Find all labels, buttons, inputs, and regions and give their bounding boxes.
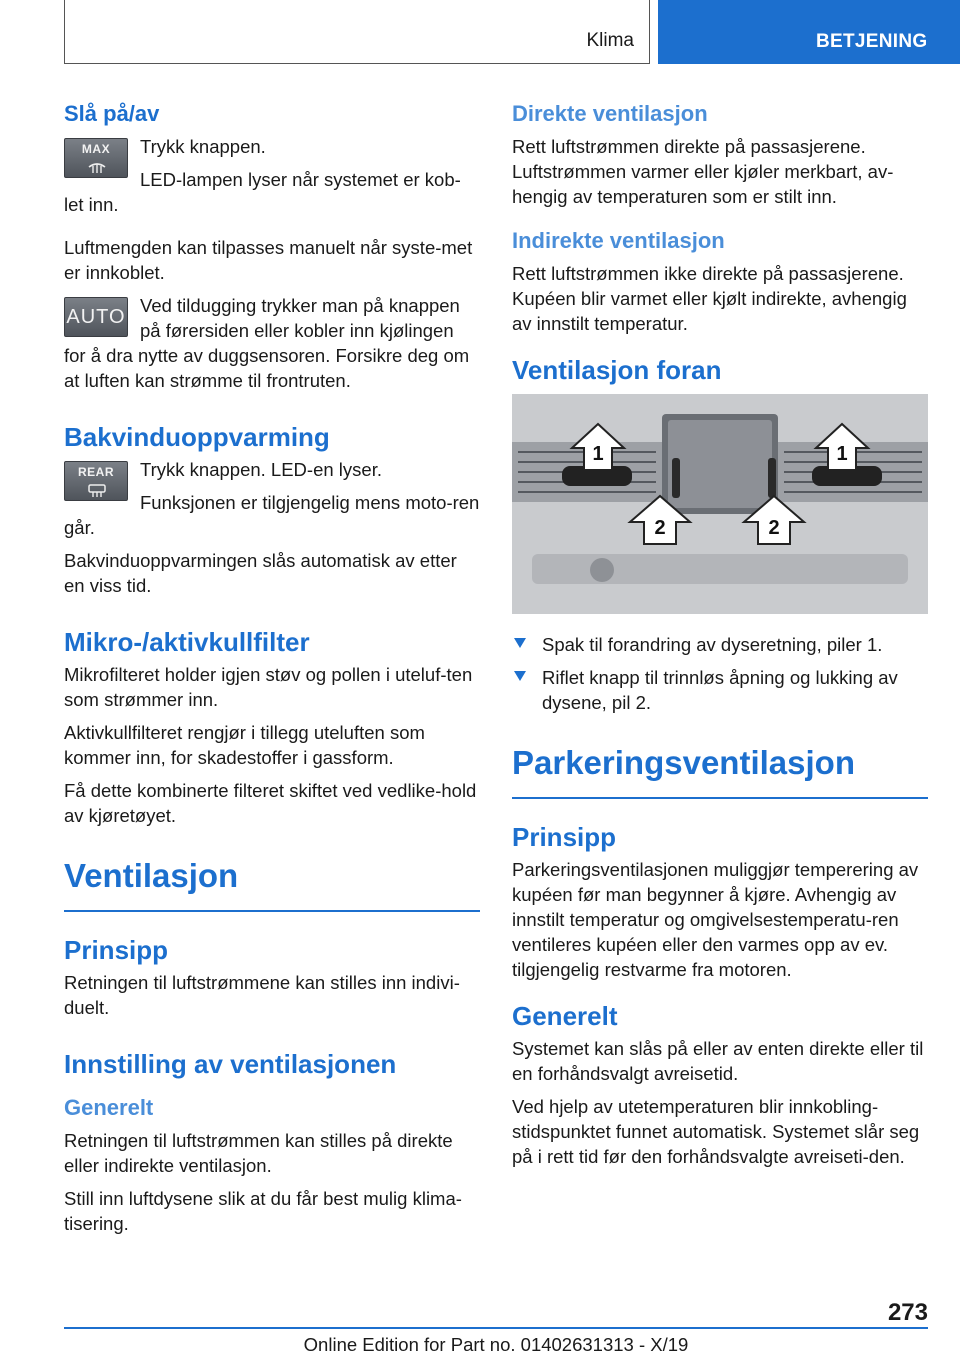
bullet-text-1: Spak til forandring av dyseretning, piler 1. bbox=[542, 634, 883, 655]
auto-icon-label: AUTO bbox=[66, 306, 126, 328]
windshield-heat-icon bbox=[87, 159, 107, 175]
header-frame bbox=[64, 0, 650, 64]
heading-parking-principle: Prinsipp bbox=[512, 822, 617, 852]
max-defrost-button-icon bbox=[64, 138, 128, 178]
parking-principle-text: Parkeringsventilasjonen muliggjør temperering av kupéen før man begynner å kjøre. Avhengig av innstilt temperatur og omgivelsestemperatu-ren ventileres kupéen eller den varmes opp av ev. tilgjengelig restvarme fra motoren. bbox=[512, 859, 919, 980]
auto-button-block bbox=[64, 293, 480, 401]
rear-text-2: Funksjonen er tilgjengelig mens moto-ren går. bbox=[64, 492, 480, 538]
on-off-text-3: Luftmengden kan tilpasses manuelt når syste-met er innkoblet. bbox=[64, 237, 473, 283]
on-off-text-2: LED-lampen lyser når systemet er kob-let inn. bbox=[64, 169, 461, 215]
heading-rear-defrost: Bakvinduoppvarming bbox=[64, 422, 330, 452]
heading-parking-ventilation: Parkeringsventilasjon bbox=[512, 743, 928, 799]
arrow-2-left-label: 2 bbox=[654, 517, 666, 539]
heading-on-off: Slå på/av bbox=[64, 101, 160, 126]
arrow-2-right-label: 2 bbox=[768, 517, 780, 539]
bullet-triangle-icon bbox=[514, 638, 526, 648]
parking-general-text-1: Systemet kan slås på eller av enten direkte eller til en forhåndsvalgt avreisetid. bbox=[512, 1038, 924, 1084]
heading-front-ventilation: Ventilasjon foran bbox=[512, 355, 722, 385]
footer-edition: Online Edition for Part no. 01402631313 - X/19 bbox=[303, 1334, 689, 1355]
heading-filter: Mikro-/aktivkullfilter bbox=[64, 627, 310, 657]
filter-text-2: Aktivkullfilteret rengjør i tillegg uteluften som kommer inn, for skadestoffer i gassform. bbox=[64, 722, 425, 768]
general-text-2: Still inn luftdysene slik at du får best mulig klima-tisering. bbox=[64, 1188, 462, 1234]
rear-defrost-button-icon bbox=[64, 461, 128, 501]
rear-text-3: Bakvinduoppvarmingen slås automatisk av etter en viss tid. bbox=[64, 550, 457, 596]
section-title: Klima bbox=[586, 30, 634, 51]
general-text-1: Retningen til luftstrømmen kan stilles på direkte eller indirekte ventilasjon. bbox=[64, 1130, 453, 1176]
right-column bbox=[512, 100, 928, 1177]
principle-text: Retningen til luftstrømmene kan stilles inn indivi-duelt. bbox=[64, 972, 460, 1018]
indirect-text: Rett luftstrømmen ikke direkte på passasjerene. Kupéen blir varmet eller kjølt indirekte, avhengig av innstilt temperatur. bbox=[512, 263, 907, 334]
chapter-title[interactable]: BETJENING bbox=[816, 31, 928, 52]
arrow-1-left-label: 1 bbox=[592, 443, 604, 465]
direct-text: Rett luftstrømmen direkte på passasjerene. Luftstrømmen varmer eller kjøler merkbart, av-hengig av temperaturen som er stilt inn. bbox=[512, 136, 894, 207]
footer-divider bbox=[64, 1327, 928, 1329]
arrow-1-right-label: 1 bbox=[836, 443, 848, 465]
filter-text-3: Få dette kombinerte filteret skiftet ved vedlike-hold av kjøretøyet. bbox=[64, 780, 477, 826]
front-vents-illustration bbox=[512, 394, 928, 614]
heading-general: Generelt bbox=[64, 1095, 154, 1120]
dashboard-vents-image bbox=[512, 394, 928, 614]
on-off-text-4: Ved tildugging trykker man på knappen på førersiden eller kobler inn kjølingen for å dra nytte av duggsensoren. Forsikre deg om at luften kan strømme til frontruten. bbox=[64, 295, 470, 391]
list-item bbox=[512, 665, 928, 715]
rear-icon-label: REAR bbox=[77, 465, 114, 479]
max-button-block bbox=[64, 134, 480, 225]
heading-parking-general: Generelt bbox=[512, 1001, 618, 1031]
list-item bbox=[512, 632, 928, 657]
heading-adjust-ventilation: Innstilling av ventilasjonen bbox=[64, 1049, 397, 1079]
heading-indirect-ventilation: Indirekte ventilasjon bbox=[512, 228, 725, 253]
on-off-text-1: Trykk knappen. bbox=[140, 136, 266, 157]
page-number: 273 bbox=[887, 1299, 928, 1326]
bullet-text-2: Riflet knapp til trinnløs åpning og lukking av dysene, pil 2. bbox=[542, 667, 898, 713]
rear-window-heat-icon bbox=[87, 482, 107, 498]
filter-text-1: Mikrofilteret holder igjen støv og pollen i uteluf-ten som strømmer inn. bbox=[64, 664, 473, 710]
heading-direct-ventilation: Direkte ventilasjon bbox=[512, 101, 708, 126]
rear-text-1: Trykk knappen. LED-en lyser. bbox=[140, 459, 382, 480]
auto-button-icon bbox=[64, 297, 128, 337]
left-column bbox=[64, 100, 480, 1244]
rear-button-block bbox=[64, 457, 480, 548]
max-icon-label: MAX bbox=[81, 142, 111, 156]
heading-ventilation: Ventilasjon bbox=[64, 856, 480, 912]
page-header bbox=[0, 0, 960, 66]
bullet-triangle-icon bbox=[514, 671, 526, 681]
parking-general-text-2: Ved hjelp av utetemperaturen blir innkobling-stidspunktet funnet automatisk. Systemet slår seg på i rett tid før den forhåndsvalgte avreiseti-den. bbox=[512, 1096, 920, 1167]
heading-principle: Prinsipp bbox=[64, 935, 169, 965]
